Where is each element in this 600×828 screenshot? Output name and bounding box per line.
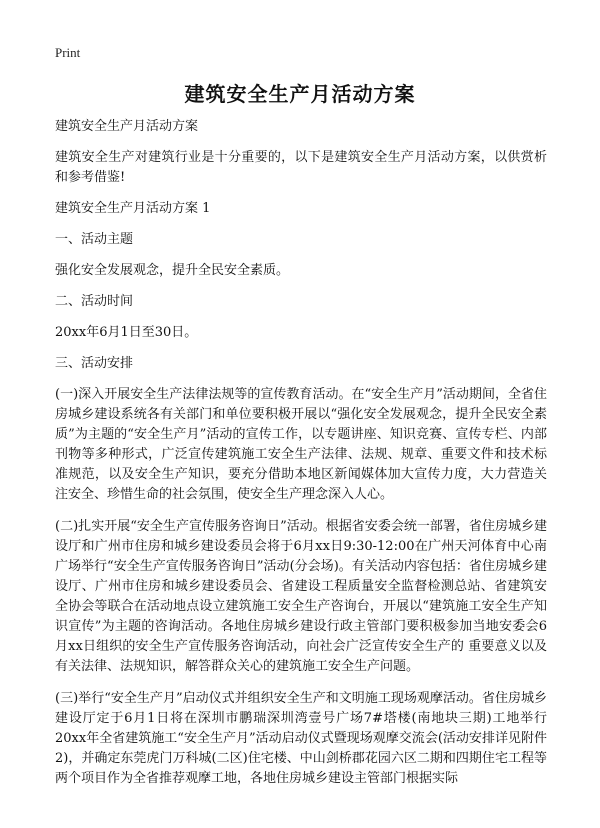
intro-paragraph: 建筑安全生产对建筑行业是十分重要的，以下是建筑安全生产月活动方案，以供赏析和参考借鉴! — [55, 150, 547, 185]
heading-theme: 一、活动主题 — [55, 232, 134, 247]
heading-time: 二、活动时间 — [55, 294, 134, 309]
arrangement-item-2: (二)扎实开展“安全生产宣传服务咨询日”活动。根据省安委会统一部署，省住房城乡建设厅和广州市住房和城乡建设委员会将于6月xx日9:30-12:00在广州天河体育中心南广场举行“安全生产宣传服务咨询日”活动(分会场)。有关活动内容包括：省住房城乡建设厅、广州市住房和城乡建设委员会、省建设工程质量安全监督检测总站、省建筑安全协会等联合在活动地点设立建筑施工安全生产咨询台，开展以“建筑施工安全生产知识宣传”为主题的咨询活动。各地住房城乡建设行政主管部门要积极参加当地安委会6月xx日组织的安全生产宣传服务咨询活动，向社会广泛宣传安全生产的 重要意义以及有关法律、法规知识，解答群众关心的建筑施工安全生产问题。 — [55, 519, 547, 674]
document-title: 建筑安全生产月活动方案 — [184, 82, 416, 106]
doc-subtitle: 建筑安全生产月活动方案 — [55, 119, 199, 134]
time-text: 20xx年6月1日至30日。 — [55, 325, 198, 340]
heading-arrangement: 三、活动安排 — [55, 356, 134, 371]
print-link[interactable]: Print — [55, 45, 81, 60]
document-body — [55, 117, 547, 801]
arrangement-item-3: (三)举行“安全生产月”启动仪式并组织安全生产和文明施工现场观摩活动。省住房城乡建设厅定于6月1日将在深圳市鹏瑞深圳湾壹号广场7#塔楼(南地块三期)工地举行20xx年全省建筑施工“安全生产月”活动启动仪式暨现场观摩交流会(活动安排详见附件2)，并确定东莞虎门万科城(二区)住宅楼、中山剑桥郡花园六区二期和四期住宅工程等两个项目作为全省推荐观摩工地，各地住房城乡建设主管部门根据实际 — [55, 691, 547, 786]
arrangement-item-1: (一)深入开展安全生产法律法规等的宣传教育活动。在“安全生产月”活动期间，全省住房城乡建设系统各有关部门和单位要积极开展以“强化安全发展观念，提升全民安全素质”为主题的“安全生产月”活动的宣传工作，以专题讲座、知识竞赛、宣传专栏、内部刊物等多种形式，广泛宣传建筑施工安全生产法律、法规、规章、重要文件和技术标准规范，以及安全生产知识，要充分借助本地区新闻媒体加大宣传力度，大力营造关注安全、珍惜生命的社会氛围，使安全生产理念深入人心。 — [55, 387, 547, 502]
theme-text: 强化安全发展观念，提升全民安全素质。 — [55, 263, 290, 278]
section-plan-heading: 建筑安全生产月活动方案 1 — [55, 201, 211, 216]
